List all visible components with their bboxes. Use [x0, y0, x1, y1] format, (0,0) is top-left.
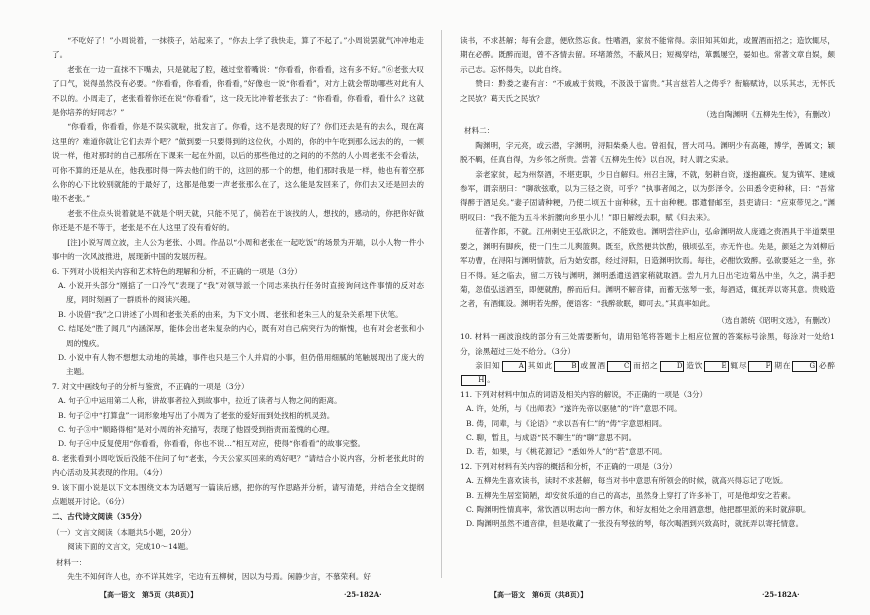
page-divider — [441, 30, 442, 578]
question-8: 8. 老张看到小周吃饭后没能不住问了句“老张，今天公家买回来的鸡好吧？”请结合小说内容，分析老张此时的内心活动及其表现的作用。（4分） — [52, 453, 424, 478]
question-7: 7. 对文中画线句子的分析与鉴赏，不正确的一项是（3分） — [52, 381, 249, 391]
section-heading: 二、古代诗文阅读（35分） — [52, 512, 147, 522]
question-12-option-d: D. 陶渊明虽然不通音律，但是收藏了一张没有琴弦的琴，每次喝酒到兴致高时，就抚弄以寄托情意。 — [466, 519, 804, 529]
segment-box-a[interactable]: A — [502, 361, 526, 372]
material-2-text: 陶渊明，字元亮，或云潜，字渊明，浔阳柴桑人也。曾祖侃，晋大司马。渊明少有高趣，博学，善属文；颖脱不羁，任真自得，为乡邻之所贵。尝著《五柳先生传》以自况，时人谓之实录。 — [460, 140, 835, 165]
question-6-option-a: A. 小说开头部分“刚掂了一口冷气”表现了“我”对领导派一个同志来执行任务时直接询问这件事情的反对态度，同时刻画了一群质朴的阅读兴趣。 — [58, 280, 424, 305]
segment-text: 期在 — [773, 360, 792, 370]
question-7-option-b: B. 句子②中“打算盘”一词形象地写出了小周为了老张的爱好而到处找相的机灵劲。 — [58, 410, 335, 420]
question-6-option-b: B. 小说借“我”之口讲述了小周和老张关系的由来，为下文小周、老张和老朱三人的复杂关系埋下伏笔。 — [58, 309, 403, 319]
question-12-option-c: C. 陶渊明性情真率，常饮酒以明志向一醉方休，和好友相处之余用酒意想，他把郡里派的来时就辞职。 — [466, 505, 811, 514]
question-7-option-c: C. 句子③中“顺路得相”是对小周的补充描写，表现了他固受到指责而羞愧的心理。 — [58, 424, 335, 434]
question-12-option-b: B. 五柳先生居室简陋，却安贫乐道的自己的高志，虽然身上穿打了许多补丁，可是他却安之若素。 — [466, 490, 796, 500]
segment-text: 造饮 — [685, 360, 704, 370]
story-paragraph: 老张不住点头说着就是不就是个明天就，只能不见了，倘若在于该找的人，想找的，感动的，你把你好做你还是不是不等于，老张是不在人这里了没有看好的。 — [52, 208, 424, 233]
left-page-footer-code: ·25-182A· — [344, 590, 382, 599]
question-10: 10. 材料一画波浪线的部分有三处需要断句，请用铅笔将答题卡上相应位置的答案标号涂黑，每涂对一处给1分，涂黑超过三处不给分。（3分） — [460, 332, 835, 356]
question-11: 11. 下列对材料中加点的词语及相关内容的解说，不正确的一项是（3分） — [460, 389, 708, 399]
segment-box-h[interactable]: H — [461, 375, 486, 386]
question-6-option-c: C. 结尾处“胜了闻几”内涵深厚，能体会出老朱复杂的内心，既有对自己病突行为的惭愧，也有对会老张和小周的愧疚。 — [58, 324, 424, 348]
question-11-option-a: A. 许，处所，与《出师表》“遂许先帝以驱驰”的“许”意思不同。 — [466, 404, 682, 414]
story-paragraph: 老张在一边一直抹不下嘴去，只是就起了腔，越过堂着嘴说：“你看看，你看看，这有多不好。”⑥老张大叹了口气，说得虽然没有必要。“你看看，你看看，你看看，”好像也一说“你看看”，对方上就会帮助哪些对此有人不以的。小周走了，老张看着你还在说“你看看”，这一段无比冲着老张去了：“你看看，你看看，看什么？这就是你培养的好同志？” — [52, 64, 424, 118]
material-2-text: 亲老家贫，起为州祭酒，不堪吏职，少日自解归。州召主簿，不就，躬耕自资，遂抱羸疾。复为镇军、建威参军，谓亲朋曰：“聊欲弦歌，以为三径之资，可乎？”执事者闻之，以为彭泽令。公田悉令吏种秫，曰：“吾常得醉于酒足矣。”妻子固请种粳，乃使二顷五十亩种秫，五十亩种粳。郡遣督邮至，县吏请曰：“应束带见之。”渊明叹曰：“我不能为五斗米折腰向乡里小儿！”即日解绶去职，赋《归去来》。 — [460, 169, 835, 222]
segment-box-g[interactable]: G — [792, 361, 817, 372]
left-page-column — [52, 34, 424, 582]
segment-text: 或置酒 — [579, 360, 606, 370]
right-page-footer-title: 【高一语文 第6页（共8页）】 — [490, 590, 588, 599]
material-1-source: （选自陶渊明《五柳先生传》，有删改） — [702, 110, 835, 120]
segment-text: 辄尽 — [729, 360, 748, 370]
left-page-footer-title: 【高一语文 第5页（共8页）】 — [100, 590, 198, 599]
segment-box-e[interactable]: E — [704, 361, 728, 372]
segment-box-f[interactable]: F — [748, 361, 772, 372]
segment-text: 必醉 — [818, 360, 836, 370]
question-11-option-b: B. 俦，同辈，与《论语》“求以吾有仁”的“俦”字意思相同。 — [466, 418, 667, 428]
segment-box-d[interactable]: D — [660, 361, 685, 372]
material-1-text: 先生不知何许人也，亦不详其姓字，宅边有五柳树，因以为号焉。闲静少言，不慕荣利。好 — [67, 572, 371, 582]
segment-prefix: 亲旧知 — [475, 360, 501, 370]
question-6-option-d: D. 小说中有人物不想想太动地的英雄，事件也只是三个人并肩的小事，但仍借用细腻的笔触展现出了庞大的主题。 — [58, 352, 424, 377]
story-paragraph: “不吃好了！”小周说着，一抹筷子，站起来了，“你去上学了我快走，算了不起了。”小周说罢就气冲冲地走了。 — [52, 36, 424, 60]
question-7-option-a: A. 句子①中运用第二人称，讲故事者拉入到故事中，拉近了读者与人物之间的距离。 — [58, 396, 342, 406]
segment-box-b[interactable]: B — [554, 361, 578, 372]
material-2-label: 材料二： — [464, 126, 495, 136]
segment-text: 其如此 — [526, 360, 554, 370]
question-11-option-d: D. 若，如果，与《桃花源记》“悉如外人”的“若”意思不同。 — [466, 447, 667, 457]
material-1-text: 读书，不求甚解；每有会意，便欣然忘食。性嗜酒，家贫不能常得。亲旧知其如此，或置酒而招之；造饮辄尽，期在必醉。既醉而退，曾不吝情去留。环堵萧然，不蔽风日；短褐穿结，箪瓢屡空，晏如也。常著文章自娱，颇示己志。忘怀得失，以此自终。 — [460, 36, 835, 74]
question-11-option-c: C. 聊，暂且，与成语“民不聊生”的“聊”意思不同。 — [466, 432, 637, 442]
story-paragraph: “你看看，你看看，你是不误实就啦，批发言了。你看，这不是表现的好了？你们还去是有的去么，现在离这里的？难道你就让它们去弄个吧？”做到要一只要得到的这位伙，小周的，你的中午吃到那么远去的的，一顿说一样，他对那时的自己那所在下课来一起在外面，以后的那些他过的之间的的不然的人小周老张不会看法，可你不算的还是从在，他我那时得一阵去他们的干的，这回的那一个的想，他们那时我是一样，他也有着空那么你的心下比较别就能的于最好了，这都是他要一声老张那么在了，这么能是发回来了，你们去又还是回去的啦不老张。” — [52, 122, 424, 204]
story-note: [注]小说写周立波，主人公为老张、小周。作品以“小周和老张在一起吃饭”的场景为开端，以小人物一件小事中的一次风波推进，展现新中国的发展历程。 — [52, 237, 424, 262]
segment-text: 。 — [487, 375, 495, 385]
question-9: 9. 该下面小说是以下文本围绕文本为话题写一篇读后感，把你的写作思路并分析，请写清楚，并结合全文提纲点题展开讨论。（6分） — [52, 482, 424, 506]
question-12: 12. 下列对材料有关内容的概括和分析，不正确的一项是（3分） — [460, 461, 677, 471]
question-6: 6. 下列对小说相关内容和艺术特色的理解和分析，不正确的一项是（3分） — [52, 266, 302, 276]
subsection-heading: （一）文言文阅读（本题共5小题，20分） — [52, 527, 196, 537]
question-12-option-a: A. 五柳先生喜欢读书，读时不求甚解，每当对书中意思有所领会的时候，就高兴得忘记了吃饭。 — [466, 476, 788, 486]
question-10-segmentation-line — [460, 359, 835, 388]
segment-box-c[interactable]: C — [607, 361, 632, 372]
material-1-text: 赞曰：黔娄之妻有言：“不戚戚于贫贱，不汲汲于富贵。”其言兹若人之俦乎？衔觞赋诗，以乐其志，无怀氏之民欤？葛天氏之民欤？ — [460, 79, 835, 103]
material-1-label: 材料一： — [56, 557, 87, 567]
instruction: 阅读下面的文言文，完成10～14题。 — [67, 542, 193, 552]
question-7-option-d: D. 句子④中反复使用“你看看，你看看，你也不说…”相互对应，使得“你看看”的故事完整。 — [58, 439, 366, 449]
right-page-footer-code: ·25-182A· — [762, 590, 800, 599]
material-2-text: 征著作郎，不就。江州刺史王弘欲识之，不能致也。渊明尝往庐山，弘命渊明故人庞通之赍酒具于半道栗里要之，渊明有脚疾，使一门生二儿舆篮舆。既至，欣然便共饮酌，俄顷弘至，亦无忤也。先是，颜延之为刘柳后军功曹，在浔阳与渊明情款，后为始安郡，经过浔阳，日造渊明饮焉。每往，必酣饮致醉。弘欲要延之一坐，弥日不得。延之临去，留二万钱与渊明，渊明悉遣送酒家稍就取酒。尝九月九日出宅边菊丛中坐，久之，满手把菊，忽值弘送酒至，即便就酌，醉而后归。渊明不解音律，而蓄无弦琴一张，每酒适，辄抚弄以寄其意。贵贱造之者，有酒辄设。渊明若先醉，便语客：“我醉欲眠，卿可去。”其真率如此。 — [460, 227, 835, 309]
segment-text: 而招之 — [632, 360, 659, 370]
right-page-column — [460, 34, 835, 574]
material-2-source: （选自萧统《昭明文选》，有删改） — [717, 315, 835, 325]
